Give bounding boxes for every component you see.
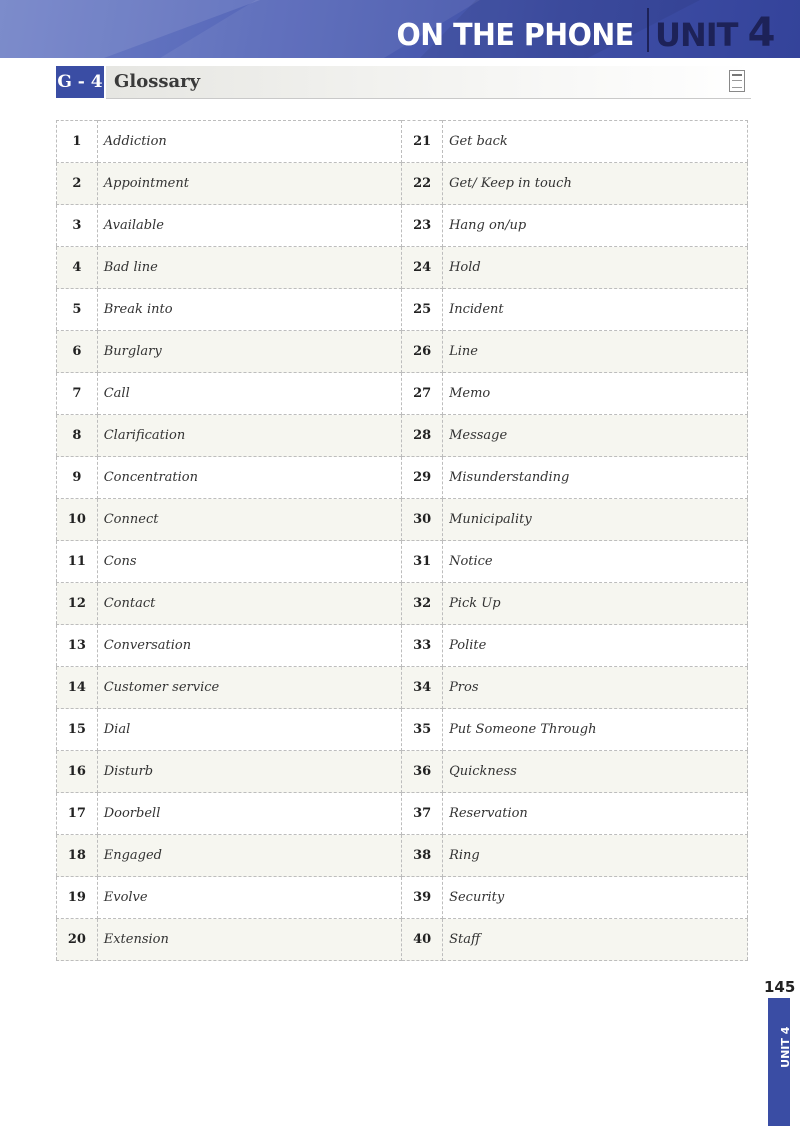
term-text: Misunderstanding xyxy=(443,457,748,499)
term-number: 35 xyxy=(402,709,443,751)
term-text: Clarification xyxy=(97,415,402,457)
term-number: 28 xyxy=(402,415,443,457)
term-text: Security xyxy=(443,877,748,919)
term-number: 15 xyxy=(57,709,98,751)
term-number: 12 xyxy=(57,583,98,625)
glossary-row xyxy=(57,709,748,751)
term-number: 34 xyxy=(402,667,443,709)
term-number: 14 xyxy=(57,667,98,709)
term-number: 10 xyxy=(57,499,98,541)
unit-number: 4 xyxy=(747,10,775,56)
glossary-row xyxy=(57,457,748,499)
unit-title: ON THE PHONE xyxy=(396,18,634,53)
term-text: Appointment xyxy=(97,163,402,205)
term-number: 30 xyxy=(402,499,443,541)
header-banner xyxy=(0,0,800,58)
term-number: 29 xyxy=(402,457,443,499)
term-text: Available xyxy=(97,205,402,247)
section-underline xyxy=(106,98,751,99)
term-text: Conversation xyxy=(97,625,402,667)
term-text: Pick Up xyxy=(443,583,748,625)
term-number: 22 xyxy=(402,163,443,205)
term-text: Cons xyxy=(97,541,402,583)
notebook-icon xyxy=(729,70,745,92)
term-number: 9 xyxy=(57,457,98,499)
term-number: 33 xyxy=(402,625,443,667)
term-text: Quickness xyxy=(443,751,748,793)
glossary-row xyxy=(57,247,748,289)
term-text: Incident xyxy=(443,289,748,331)
term-number: 13 xyxy=(57,625,98,667)
term-text: Ring xyxy=(443,835,748,877)
term-number: 39 xyxy=(402,877,443,919)
term-text: Dial xyxy=(97,709,402,751)
term-text: Customer service xyxy=(97,667,402,709)
glossary-row xyxy=(57,121,748,163)
term-text: Memo xyxy=(443,373,748,415)
glossary-row xyxy=(57,163,748,205)
term-text: Notice xyxy=(443,541,748,583)
term-number: 31 xyxy=(402,541,443,583)
term-text: Municipality xyxy=(443,499,748,541)
term-text: Connect xyxy=(97,499,402,541)
glossary-rows xyxy=(57,121,748,961)
term-text: Staff xyxy=(443,919,748,961)
term-number: 16 xyxy=(57,751,98,793)
term-number: 18 xyxy=(57,835,98,877)
glossary-row xyxy=(57,331,748,373)
term-text: Doorbell xyxy=(97,793,402,835)
term-number: 21 xyxy=(402,121,443,163)
term-number: 32 xyxy=(402,583,443,625)
glossary-row xyxy=(57,751,748,793)
glossary-row xyxy=(57,919,748,961)
term-number: 27 xyxy=(402,373,443,415)
term-text: Line xyxy=(443,331,748,373)
term-number: 7 xyxy=(57,373,98,415)
glossary-row xyxy=(57,415,748,457)
header-divider xyxy=(647,8,649,52)
term-number: 3 xyxy=(57,205,98,247)
term-text: Disturb xyxy=(97,751,402,793)
term-number: 11 xyxy=(57,541,98,583)
term-text: Get back xyxy=(443,121,748,163)
term-text: Hang on/up xyxy=(443,205,748,247)
term-text: Message xyxy=(443,415,748,457)
term-number: 5 xyxy=(57,289,98,331)
term-number: 36 xyxy=(402,751,443,793)
term-text: Polite xyxy=(443,625,748,667)
term-number: 24 xyxy=(402,247,443,289)
section-badge: G - 4 xyxy=(56,66,104,98)
term-number: 26 xyxy=(402,331,443,373)
term-text: Concentration xyxy=(97,457,402,499)
term-text: Hold xyxy=(443,247,748,289)
term-number: 4 xyxy=(57,247,98,289)
term-text: Reservation xyxy=(443,793,748,835)
term-text: Addiction xyxy=(97,121,402,163)
glossary-row xyxy=(57,541,748,583)
glossary-row xyxy=(57,835,748,877)
term-number: 20 xyxy=(57,919,98,961)
glossary-row xyxy=(57,289,748,331)
term-number: 17 xyxy=(57,793,98,835)
glossary-row xyxy=(57,499,748,541)
section-title: Glossary xyxy=(114,71,201,92)
term-number: 25 xyxy=(402,289,443,331)
section-heading-bar xyxy=(106,66,751,98)
section-heading xyxy=(56,66,751,100)
term-text: Burglary xyxy=(97,331,402,373)
term-text: Get/ Keep in touch xyxy=(443,163,748,205)
term-number: 40 xyxy=(402,919,443,961)
glossary-row xyxy=(57,583,748,625)
unit-label xyxy=(655,10,774,56)
term-text: Extension xyxy=(97,919,402,961)
term-text: Contact xyxy=(97,583,402,625)
glossary-row xyxy=(57,205,748,247)
unit-label-text: UNIT xyxy=(655,16,738,54)
term-text: Engaged xyxy=(97,835,402,877)
glossary-row xyxy=(57,625,748,667)
term-number: 19 xyxy=(57,877,98,919)
term-number: 23 xyxy=(402,205,443,247)
term-text: Evolve xyxy=(97,877,402,919)
term-number: 8 xyxy=(57,415,98,457)
term-text: Bad line xyxy=(97,247,402,289)
term-text: Put Someone Through xyxy=(443,709,748,751)
term-text: Break into xyxy=(97,289,402,331)
unit-side-tab xyxy=(768,998,790,1126)
term-text: Call xyxy=(97,373,402,415)
glossary-table xyxy=(56,120,748,961)
term-number: 6 xyxy=(57,331,98,373)
glossary-row xyxy=(57,793,748,835)
glossary-row xyxy=(57,667,748,709)
term-number: 38 xyxy=(402,835,443,877)
term-number: 2 xyxy=(57,163,98,205)
page-number: 145 xyxy=(764,978,796,996)
glossary-row xyxy=(57,877,748,919)
term-number: 1 xyxy=(57,121,98,163)
term-number: 37 xyxy=(402,793,443,835)
term-text: Pros xyxy=(443,667,748,709)
glossary-row xyxy=(57,373,748,415)
side-tab-label: UNIT 4 xyxy=(779,1026,792,1068)
